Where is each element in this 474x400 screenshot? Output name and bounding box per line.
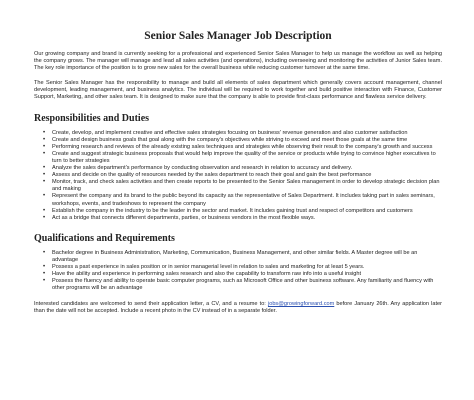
list-item: • Possess a past experience in sales position or in senior managerial level in relation to sales and marketing for at least 5 years. (43, 264, 442, 271)
list-item: • Establish the company in the industry to be the leader in the sector and market. It includes gaining trust and respect of competitors and customers (43, 208, 442, 215)
list-item: • Create, develop, and implement creative and effective sales strategies focusing on business' revenue generation and also customer satisfaction (43, 130, 442, 137)
closing-paragraph (34, 301, 442, 315)
closing-text-after: before January 26th. Any application later than the date will not be accepted. Include a recent photo in the CV instead of in a separate folder. (34, 301, 443, 315)
qualifications-heading: Qualifications and Requirements (34, 232, 175, 244)
list-item: • Performing research and reviews of the already existing sales techniques and strategies while observing their result to the company's growth and success (43, 144, 442, 151)
document-title: Senior Sales Manager Job Description (144, 30, 332, 42)
list-item: • Bachelor degree in Business Administration, Marketing, Communication, Business Management, and other similar fields. A Master degree will be an advantage (43, 250, 442, 264)
list-item: • Monitor, track, and check sales activities and then create reports to be presented to the Senior Sales management in order to develop strategic decision plan and making (43, 179, 442, 193)
list-item: • Have the ability and experience in performing sales research and also the capability to transform raw info into a useful insight (43, 271, 442, 278)
list-item: • Possess the fluency and ability to operate basic computer programs, such as Microsoft Office and other business software. Any familiarity and fluency with other programs will be an advantage (43, 278, 442, 292)
list-item: • Create and suggest strategic business proposals that would help improve the quality of the service or products while trying to convince higher executives to turn to better strategies (43, 151, 442, 165)
intro-paragraph-2: The Senior Sales Manager has the responsibility to manage and build all elements of sales department which generally covers account management, channel development, leading management, and business analytics. The individual will be required to work together and build positive interaction with Finance, Customer Support, Marketing, and other sales team. It is designed to make sure that the company is able to provide first-class performance and flawless service delivery. (34, 80, 442, 101)
intro-paragraph-1: Our growing company and brand is currently seeking for a professional and experienced Senior Sales Manager to help us manage the workflow as well as helping the company grows. The manager will manage and lead all sales activities (and operations), including overseeing and monitoring the activities of Junior Sales team. The key role importance of the position is to grow new sales for the overall business while reducing customer turnover at the same time. (34, 51, 442, 72)
list-item: • Analyze the sales department's performance by conducting observation and research in relation to accuracy and delivery. (43, 165, 442, 172)
list-item: • Assess and decide on the quality of resources needed by the sales department to reach their goal and gain the best performance (43, 172, 442, 179)
responsibilities-list (34, 130, 442, 222)
list-item: • Act as a bridge that connects different departments, parties, or business vendors in the most flexible ways. (43, 215, 442, 222)
list-item: • Create and design business goals that goal along with the company's objectives while striving to exceed and meet those goals at the same time (43, 137, 442, 144)
list-item: • Represent the company and its brand to the public beyond its capacity as the representative of Sales Department. It includes taking part in sales seminars, workshops, events, and tradeshows to represent the company (43, 193, 442, 207)
qualifications-list (34, 250, 442, 293)
closing-text-before: Interested candidates are welcomed to send their application letter, a CV, and a resume to: (34, 301, 268, 308)
email-link[interactable]: jobs@growingforward.com (267, 301, 335, 308)
responsibilities-heading: Responsibilities and Duties (34, 112, 150, 124)
